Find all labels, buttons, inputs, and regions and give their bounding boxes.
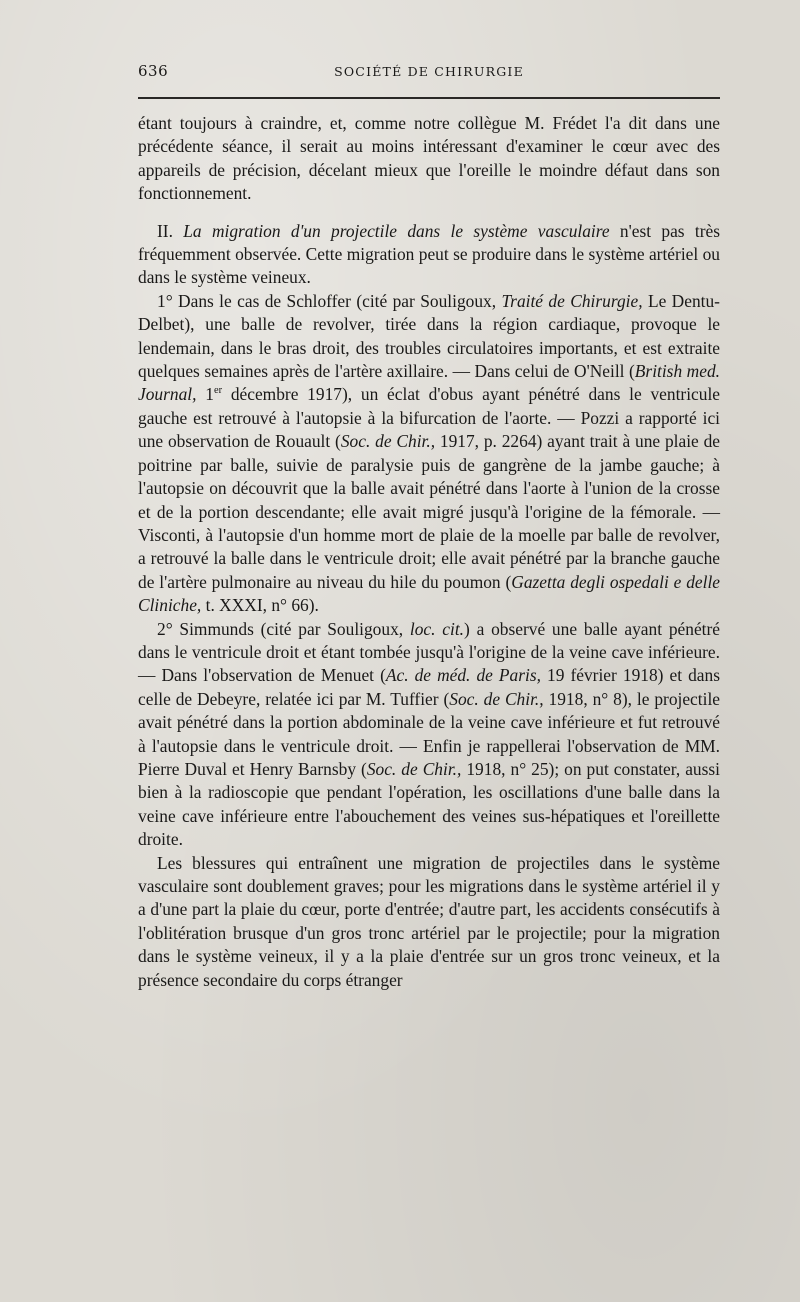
paragraph-1 <box>138 112 720 206</box>
citation: Ac. de méd. de Paris, <box>385 665 541 686</box>
paragraph-5-text: Les blessures qui entraînent une migration de projectiles dans le système vasculaire sont doublement graves; pour les migrations dans le système artériel il y a d'une part la plaie du cœur, porte d'entrée; d'autre part, les accidents consécutifs à l'oblitération brusque d'un gros tronc artériel par le projectile; pour la migration dans le système veineux, il y a la plaie d'entrée sur un gros tronc veineux, et la présence secondaire du corps étranger <box>138 852 720 990</box>
paragraph-5 <box>138 852 720 992</box>
text-run: Le Dentu-Delbet), une balle de revolver, tirée dans la région cardiaque, provoque le lendemain, dans le bras droit, des troubles circulatoires importants, et est extraite quelques semaines après de l'artère axillaire. — Dans celui de O'Neill ( <box>138 290 720 382</box>
text-run: 1° Dans le cas de Schloffer (cité par Souligoux, <box>157 290 502 311</box>
paragraph-2-text: n'est pas très fréquemment observée. Cette migration peut se produire dans le système artériel ou dans le système veineux. <box>138 220 721 288</box>
citation: Soc. de Chir., <box>366 758 462 779</box>
text-run: 19 février 1918) et dans celle de Debeyre, relatée ici par M. Tuffier ( <box>138 665 720 709</box>
text-run: 1917, p. 2264) ayant trait à une plaie de poitrine par balle, suivie de paralysie puis de gangrène de la jambe gauche; à l'autopsie on découvrit que la balle avait pénétré dans l'aorte à l'union de la crosse et de la portion descendante; elle avait migré jusqu'à l'origine de la fémorale. — Visconti, à l'autopsie d'un homme mort de plaie de la moelle par balle de revolver, a retrouvé la balle dans le ventricule droit; elle avait pénétré par la branche gauche de l'artère pulmonaire au niveau du hile du poumon ( <box>138 431 720 592</box>
paragraph-2 <box>138 220 720 290</box>
page-number: 636 <box>138 62 169 80</box>
text-run: décembre 1917), un éclat d'obus ayant pénétré dans le ventricule gauche est retrouvé à l'autopsie à la bifurcation de l'aorte. — Pozzi a rapporté ici une observation de Rouault ( <box>138 384 720 452</box>
page-header <box>138 60 720 86</box>
text-run: 2° Simmunds (cité par Souligoux, <box>157 618 410 639</box>
citation: Traité de Chirurgie, <box>501 290 643 311</box>
citation: Soc. de Chir., <box>340 431 436 452</box>
section-number: II. <box>157 220 184 241</box>
text-run: 1 <box>196 384 214 405</box>
text-run: 1918, n° 8), le projectile avait pénétré dans la portion abdominale de la veine cave inférieure et fut retrouvé à l'autopsie dans le ventricule droit. — Enfin je rappellerai l'observation de MM. Pierre Duval et Henry Barnsby ( <box>138 688 720 779</box>
section-title: La migration d'un projectile dans le système vasculaire <box>183 220 610 241</box>
paragraph-3 <box>138 290 720 618</box>
paragraph-4 <box>138 618 720 852</box>
citation: Gazetta degli ospedali e delle Cliniche, <box>138 571 720 616</box>
citation: loc. cit. <box>409 618 465 639</box>
paragraph-1-text: étant toujours à craindre, et, comme notre collègue M. Frédet l'a dit dans une précédente séance, il serait au moins intéressant d'examiner le cœur avec des appareils de précision, décelant mieux que l'oreille le moindre défaut dans son fonctionnement. <box>138 113 720 204</box>
text-run: ) a observé une balle ayant pénétré dans le ventricule droit et étant tombée jusqu'à l'origine de la veine cave inférieure. — Dans l'observation de Menuet ( <box>138 618 720 686</box>
ordinal-superscript: er <box>213 385 223 397</box>
text-run: t. XXXI, n° 66). <box>201 595 319 616</box>
citation: Soc. de Chir., <box>449 688 544 709</box>
header-rule <box>138 97 720 99</box>
running-title: SOCIÉTÉ DE CHIRURGIE <box>334 64 524 79</box>
citation: British med. Journal, <box>138 361 720 405</box>
text-run: 1918, n° 25); on put constater, aussi bien à la radioscopie que pendant l'opération, les oscillations d'une balle dans la veine cave inférieure entre l'abouchement des veines sus-hépatiques et l'oreillette droite. <box>138 758 720 850</box>
body-text <box>138 112 720 992</box>
